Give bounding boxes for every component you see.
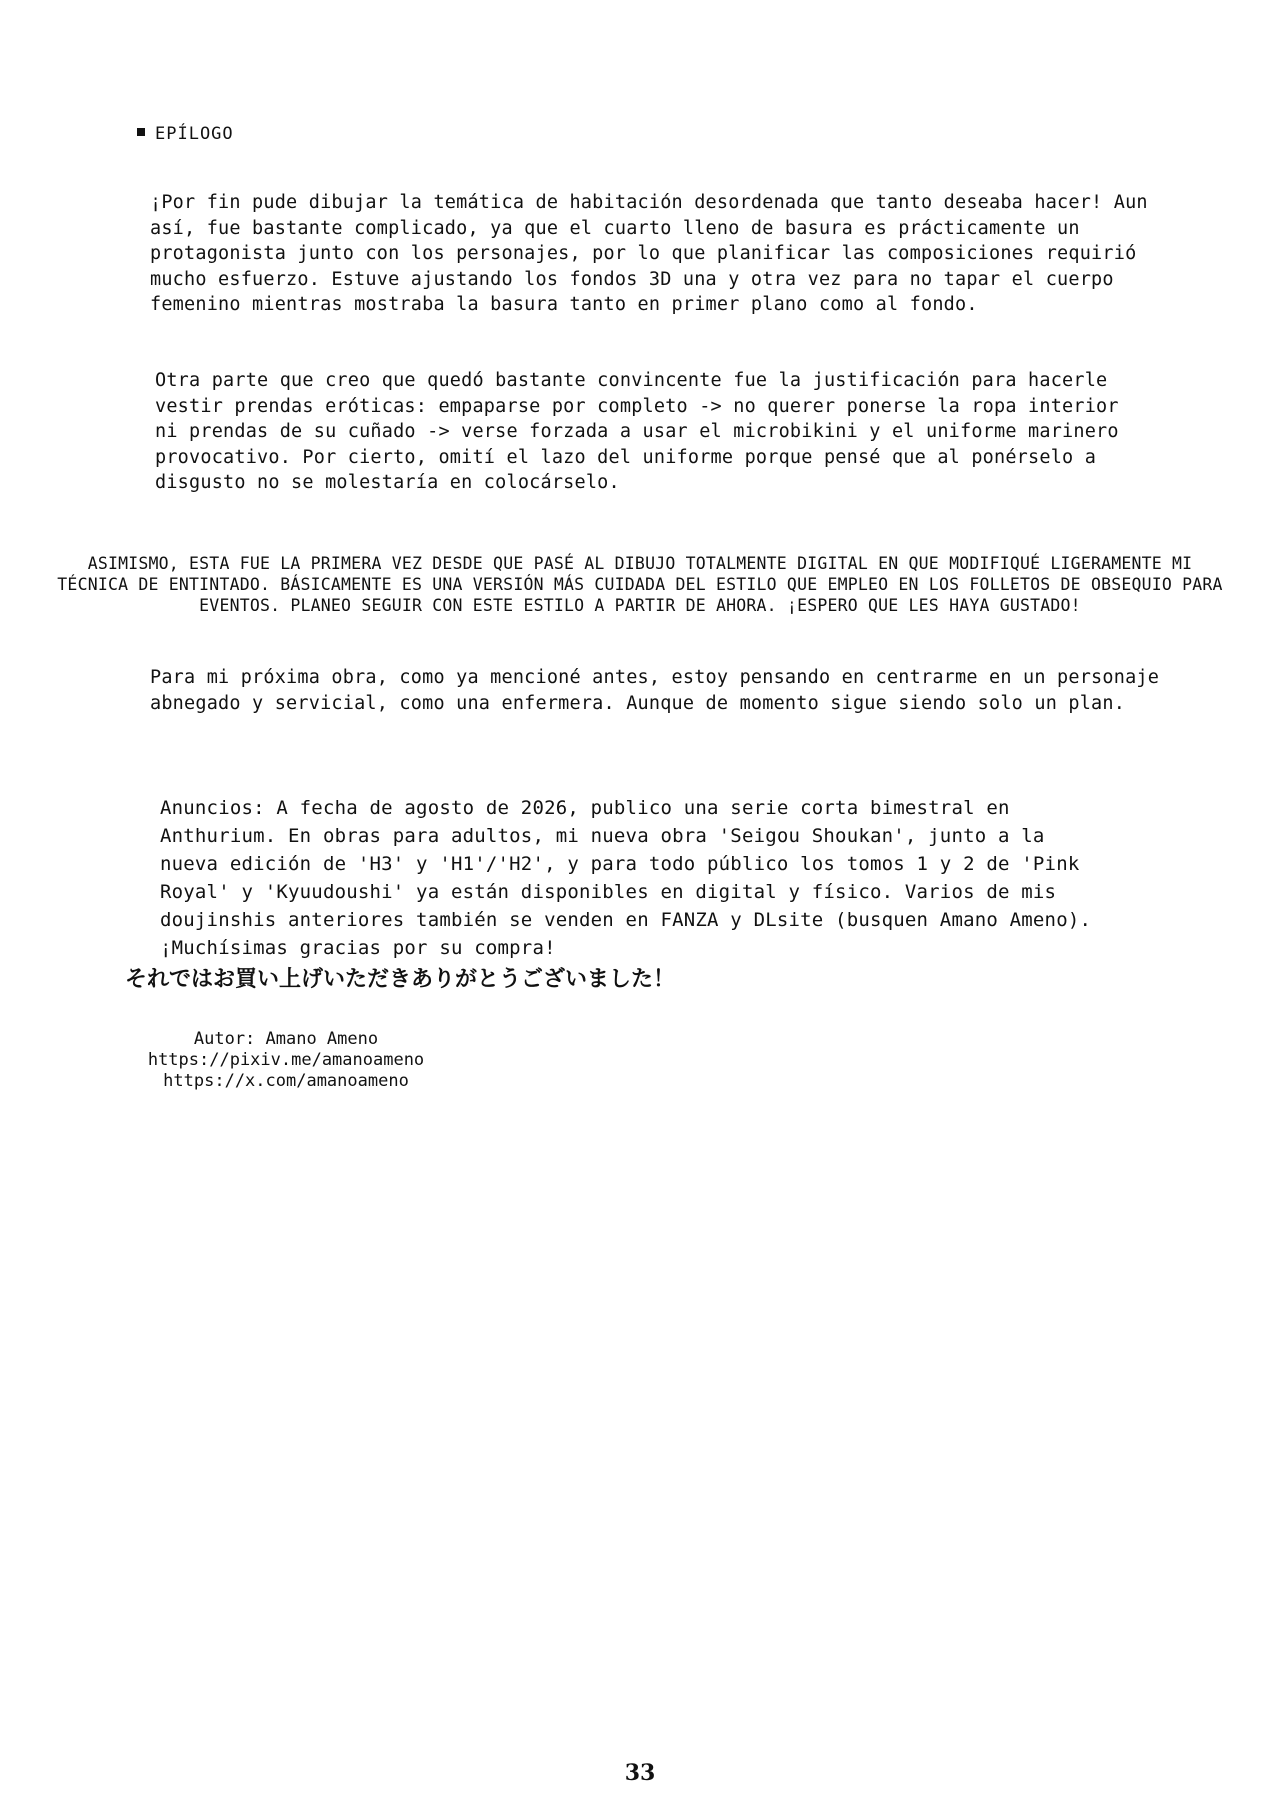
paragraph-next-work: Para mi próxima obra, como ya mencioné antes, estoy pensando en centrarme en un personaje abnegado y servicial, como una enfermera. Aunque de momento sigue siendo solo un plan. [150,667,1160,714]
author-credits [136,1029,436,1092]
paragraph-room-theme: ¡Por fin pude dibujar la temática de habitación desordenada que tanto deseaba hacer! Aun así, fue bastante complicado, ya que el cuarto lleno de basura es prácticamente un protagonista junto con los personajes, por lo que planificar las composiciones requirió mucho esfuerzo. Estuve ajustando los fondos 3D una y otra vez para no tapar el cuerpo femenino mientras mostraba la basura tanto en primer plano como al fondo. [150,192,1148,315]
paragraph-inking-technique: ASIMISMO, ESTA FUE LA PRIMERA VEZ DESDE QUE PASÉ AL DIBUJO TOTALMENTE DIGITAL EN QUE MODIFIQUÉ LIGERAMENTE MI TÉCNICA DE ENTINTADO. BÁSICAMENTE ES UNA VERSIÓN MÁS CUIDADA DEL ESTILO QUE EMPLEO EN LOS FOLLETOS DE OBSEQUIO PARA EVENTOS. PLANEO SEGUIR CON ESTE ESTILO A PARTIR DE AHORA. ¡ESPERO QUE LES HAYA GUSTADO! [57,554,1223,615]
paragraph-outfit-justification: Otra parte que creo que quedó bastante convincente fue la justificación para hacerle vestir prendas eróticas: empaparse por completo -> no querer ponerse la ropa interior ni prendas de su cuñado -> verse forzada a usar el microbikini y el uniforme marinero provocativo. Por cierto, omití el lazo del uniforme porque pensé que al ponérselo a disgusto no se molestaría en colocárselo. [155,370,1119,493]
closing-thanks-japanese: それではお買い上げいただきありがとうございました！ [125,966,676,992]
section-heading [137,124,234,144]
heading-text: EPÍLOGO [155,124,234,144]
author-name: Autor: Amano Ameno [193,1029,379,1049]
paragraph-announcements: Anuncios: A fecha de agosto de 2026, publico una serie corta bimestral en Anthurium. En obras para adultos, mi nueva obra 'Seigou Shoukan', junto a la nueva edición de 'H3' y 'H1'/'H2', y para todo público los tomos 1 y 2 de 'Pink Royal' y 'Kyuudoushi' ya están disponibles en digital y físico. Varios de mis doujinshis anteriores también se venden en FANZA y DLsite (busquen Amano Ameno). ¡Muchísimas gracias por su compra! [160,797,1092,959]
square-bullet-icon [137,128,145,136]
pixiv-link: https://pixiv.me/amanoameno [147,1050,425,1070]
x-link: https://x.com/amanoameno [163,1071,409,1091]
page-number: 33 [624,1760,656,1786]
